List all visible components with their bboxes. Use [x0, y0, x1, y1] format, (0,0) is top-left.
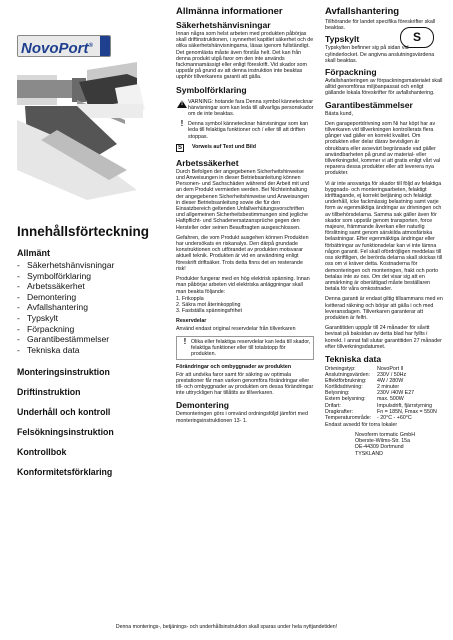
- toc-item[interactable]: - Symbolförklaring: [17, 271, 167, 282]
- step-item: 1. Frikoppla: [176, 295, 204, 302]
- warning-triangle-icon: [176, 99, 188, 118]
- tech-label: Anslutningsvärden:: [325, 372, 371, 379]
- column-general-info: [176, 6, 314, 424]
- toc-allmant-list: [17, 260, 167, 355]
- address-line: TYSKLAND: [355, 450, 383, 457]
- toc-title: Innehållsförteckning: [17, 224, 150, 239]
- text-arbete: Durch Befolgen der angegebenen Sicherheitshinweise und Anweisungen in dieser Betriebsanleitung können Personen- und Sachschäden während der Arbeit mit und an dem Produkt vermieden werden. Bei Nichteinhaltung der angegebenen Sicherheitshinweise und Anweisungen in dieser Betriebsanleitung sowie die für den Einsatzbereich geltenden Unfallverhütungsvorschriften und allgemeinen Sicherheitsbestimmungen sind jegliche Haftpflicht- und Schadenersatzansprüche gegen den Hersteller oder seinen Beauftragten ausgeschlossen.: [176, 168, 310, 231]
- toc-item[interactable]: - Typskylt: [17, 313, 167, 324]
- tech-value: 4W / 280W: [377, 378, 404, 385]
- symbol-exclamation-row: [176, 121, 314, 140]
- exclamation-icon: !: [180, 119, 184, 129]
- text-tech-note: Endast avsedd för torra lokaler: [325, 421, 398, 428]
- tech-value: NovoPort II: [377, 365, 404, 372]
- heading-demontering: Demontering: [176, 400, 229, 411]
- tech-label: Drivningstyp:: [325, 365, 356, 372]
- note-text: Olika eller felaktiga reservdelar kan leda till skador, felaktiga funktioner eller till totalstopp för produkten.: [191, 338, 311, 358]
- garage-door-opener-illustration: [17, 60, 173, 200]
- tech-label: Belysning:: [325, 390, 350, 397]
- toc-konformitet[interactable]: Konformitetsförklaring: [17, 467, 113, 478]
- heading-avfall: Avfallshantering: [325, 6, 400, 17]
- tech-value: max. 500W: [377, 396, 404, 403]
- logo-text: NovoPort®: [18, 36, 102, 56]
- steps-list: [176, 296, 314, 315]
- heading-arbete: Arbetssäkerhet: [176, 157, 239, 168]
- exclamation-icon: !: [183, 336, 187, 346]
- text-garanti-4: Garantitiden uppgår till 24 månader för såvitt bevisat på baksidan av detta blad har fyllts i korrekt. I annat fall slutar garantitiden 27 månader efter tillverkningsdatumet.: [325, 325, 442, 350]
- heading-reserv: Reservdelar: [176, 318, 207, 325]
- text-forandringar: För att undvika faror samt för säkring av optimala prestationer får man varken genomföra förändringar eller till- och ombyggnader av produkten om dessa förändringar inte uttryckligen har tillåtits av tillverkaren.: [176, 371, 314, 397]
- tech-label: Effektförbrukning:: [325, 378, 367, 385]
- page-footer: Denna monterings-, betjänings- och underhållsinstruktion skall sparas under hela nyttjandetiden!: [115, 624, 338, 630]
- toc-kontrollbok[interactable]: Kontrollbok: [17, 447, 67, 458]
- manufacturer-address: [325, 432, 443, 457]
- symbol-reference-text: Vorweis auf Text und Bild: [192, 143, 256, 150]
- toc-monteringsinstruktion[interactable]: Monteringsinstruktion: [17, 367, 110, 378]
- note-box: [176, 336, 314, 361]
- text-garanti-intro: Bästa kund,: [325, 110, 353, 117]
- tech-label: Dragkrafter:: [325, 408, 353, 415]
- toc-item[interactable]: - Avfallshantering: [17, 302, 167, 313]
- tech-value: 230V /40W E27: [377, 390, 415, 397]
- text-garanti-3: Denna garanti är endast giltig tillsammans med en kvitterad räkning och börjar att gälla i och med leveransdagen. Tillverkaren garanterar att produkten är felfri.: [325, 296, 443, 321]
- text-garanti-1: Den garageportdrivning som Ni har köpt har av tillverkaren vid tillverkningen kontrollerats flera gånger vad gäller en korrekt kvalitet. Om produkten eller delar därav bevisligen är obrukbara eller avsevärt begränsade vad gäller användbarheten på grund av material- eller tillverkningsfel, kommer vi att gratis enligt vårt val reparera dessa produkter eller att leverera nya produkter.: [325, 120, 441, 177]
- text-forpackning: Avfallshanteringen av förpackningsmaterialet skall alltid genomföras miljöanpassat och enligt gällande lokala föreskrifter för avfallshantering.: [325, 78, 443, 97]
- text-sakerhet: Innan några som helst arbeten med produkten påbörjas skall driftinstruktionen, i synnerhet kapitlet säkerhet och de olika säkerhetshänvisningarna, läsas igenom fullständigt. Det genomlästa måste även förstås helt. Det kan från denna produkt utgå faror om den inte används fackmannamässigt eller enligt föreskrift. Vid skador som uppstår på grund av att denna instruktion inte beaktas upphör tillverkarens garanti att gälla.: [176, 31, 314, 81]
- novoport-logo: [17, 35, 111, 57]
- toc-item[interactable]: - Förpackning: [17, 324, 167, 335]
- toc-item[interactable]: - Säkerhetshänvisningar: [17, 260, 167, 271]
- symbol-warning-text: VARNING: hotande fara Denna symbol kännetecknar hänvisningar som kan leda till allvarliga personskador om de inte beaktas.: [188, 98, 314, 118]
- symbol-exclamation-text: Denna symbol kännetecknar hänvisningar som kan leda till felaktiga funktioner och / eller till att driften stoppas.: [188, 121, 309, 140]
- language-badge: S: [400, 27, 434, 48]
- tech-value: 230V / 50Hz: [377, 372, 407, 379]
- column-warranty-tech: [325, 6, 443, 457]
- heading-symbol: Symbolförklaring: [176, 84, 247, 95]
- text-el: Produkter fungerar med en hög elektrisk spänning. Innan man påbörjar arbeten vid elektriska anläggningar skall man beakta följande:: [176, 276, 310, 295]
- address-line: DE-44309 Dortmund: [355, 444, 404, 451]
- tech-value: Fn = 185N, Fmax = 550N: [377, 408, 437, 415]
- logo-stripe: [100, 36, 110, 56]
- heading-forandringar: Förändringar och ombyggnader av produkten: [176, 364, 292, 371]
- table-of-contents: [17, 224, 167, 477]
- heading-garanti: Garantibestämmelser: [325, 99, 413, 110]
- toc-heading-allmant: Allmänt: [17, 248, 51, 258]
- text-typskylt: Typskylten befinner sig på sidan vid cylinderlocket. De angivna anslutningsvärdena skall beaktas.: [325, 45, 435, 64]
- heading-allmanna: Allmänna informationer: [176, 6, 283, 17]
- heading-tekniska-data: Tekniska data: [325, 353, 382, 364]
- toc-driftinstruktion[interactable]: Driftinstruktion: [17, 387, 81, 398]
- toc-item[interactable]: - Demontering: [17, 292, 167, 303]
- document-code: [1, 60, 11, 140]
- step-item: 2. Säkra mot återinkoppling: [176, 301, 241, 308]
- heading-sakerhet: Säkerhetshänvisningar: [176, 20, 271, 30]
- address-line: Oberste-Wilms-Str. 15a: [355, 438, 411, 445]
- tech-data-table: [325, 366, 443, 421]
- product-image: [17, 60, 173, 200]
- step-item: 3. Fastställa spänningsfrihet: [176, 308, 242, 315]
- toc-felsokning[interactable]: Felsökningsinstruktion: [17, 427, 114, 438]
- text-garanti-2: Vi är inte ansvariga för skador till följd av felaktiga byggnads- och monteringsarbeten, felaktigt idrifttagande, ej korrekt betjäning och felaktigt underhåll, icke fackmässig belastning samt varje form av egenmäktiga ändringar av drivningen och av tillbehörsdelarna. Samma sak gäller även för skador som uppstår genom transporten, force majeure, främmande åverkan eller naturlig förslitning samt genom särskilda atmosfäriska belastningar. Efter egenmäktiga ändringar eller förbättringar av funktionsdelar kan vi inte lämna någon garanti. Fel skall ofördröjligen meddelas till oss skriftligen, de berörda delarna skall skickas till oss om vi kräver detta. Kostnaderna för demonteringen och monteringen, frakt och porto betalas inte av oss. Om det visar sig att en anmärkning är oberättigad måste beställaren betala för våra omkostnader.: [325, 180, 443, 293]
- text-reserv: Använd endast original reservdelar från tillverkaren: [176, 325, 296, 332]
- tech-label: Drifart:: [325, 402, 341, 409]
- text-demontering: Demonteringen görs i omvänd ordningsföljd jämfört med monteringsinstruktionen 13- 1.: [176, 411, 308, 424]
- reference-box-icon: S: [177, 144, 182, 151]
- toc-item[interactable]: - Arbetssäkerhet: [17, 281, 167, 292]
- address-line: Novoferm tormatic GmbH: [355, 431, 416, 438]
- tech-value: 2 minuter: [377, 384, 400, 391]
- symbol-warning-row: [176, 99, 314, 118]
- tech-value: - 20°C - +60°C: [377, 414, 412, 421]
- tech-label: Temperaturområde:: [325, 414, 372, 421]
- heading-typskylt: Typskylt: [325, 34, 360, 45]
- tech-label: Kortlidsdrivning:: [325, 384, 363, 391]
- symbol-reference-row: [176, 144, 314, 152]
- tech-label: Extern belysning:: [325, 396, 366, 403]
- heading-forpackning: Förpackning: [325, 67, 377, 78]
- toc-underhall[interactable]: Underhåll och kontroll: [17, 407, 111, 418]
- tech-value: Impulsdrift, fjärrstyrning: [377, 402, 433, 409]
- toc-item[interactable]: - Tekniska data: [17, 345, 167, 356]
- text-avfall: Tillhörande för landet specifika föreskrifter skall beaktas.: [325, 19, 436, 32]
- text-fara: Gefahren, die vom Produkt ausgehen können Produkten har undersökats en riskanalys. Den därpå grundade konstruktionen och utförandet av produkten motsvarar aktuell teknik. Produkten är vid en användning enligt föreskrift driftsäker. Trots detta finns det en resterande risk!: [176, 234, 309, 272]
- toc-item[interactable]: - Garantibestämmelser: [17, 334, 167, 345]
